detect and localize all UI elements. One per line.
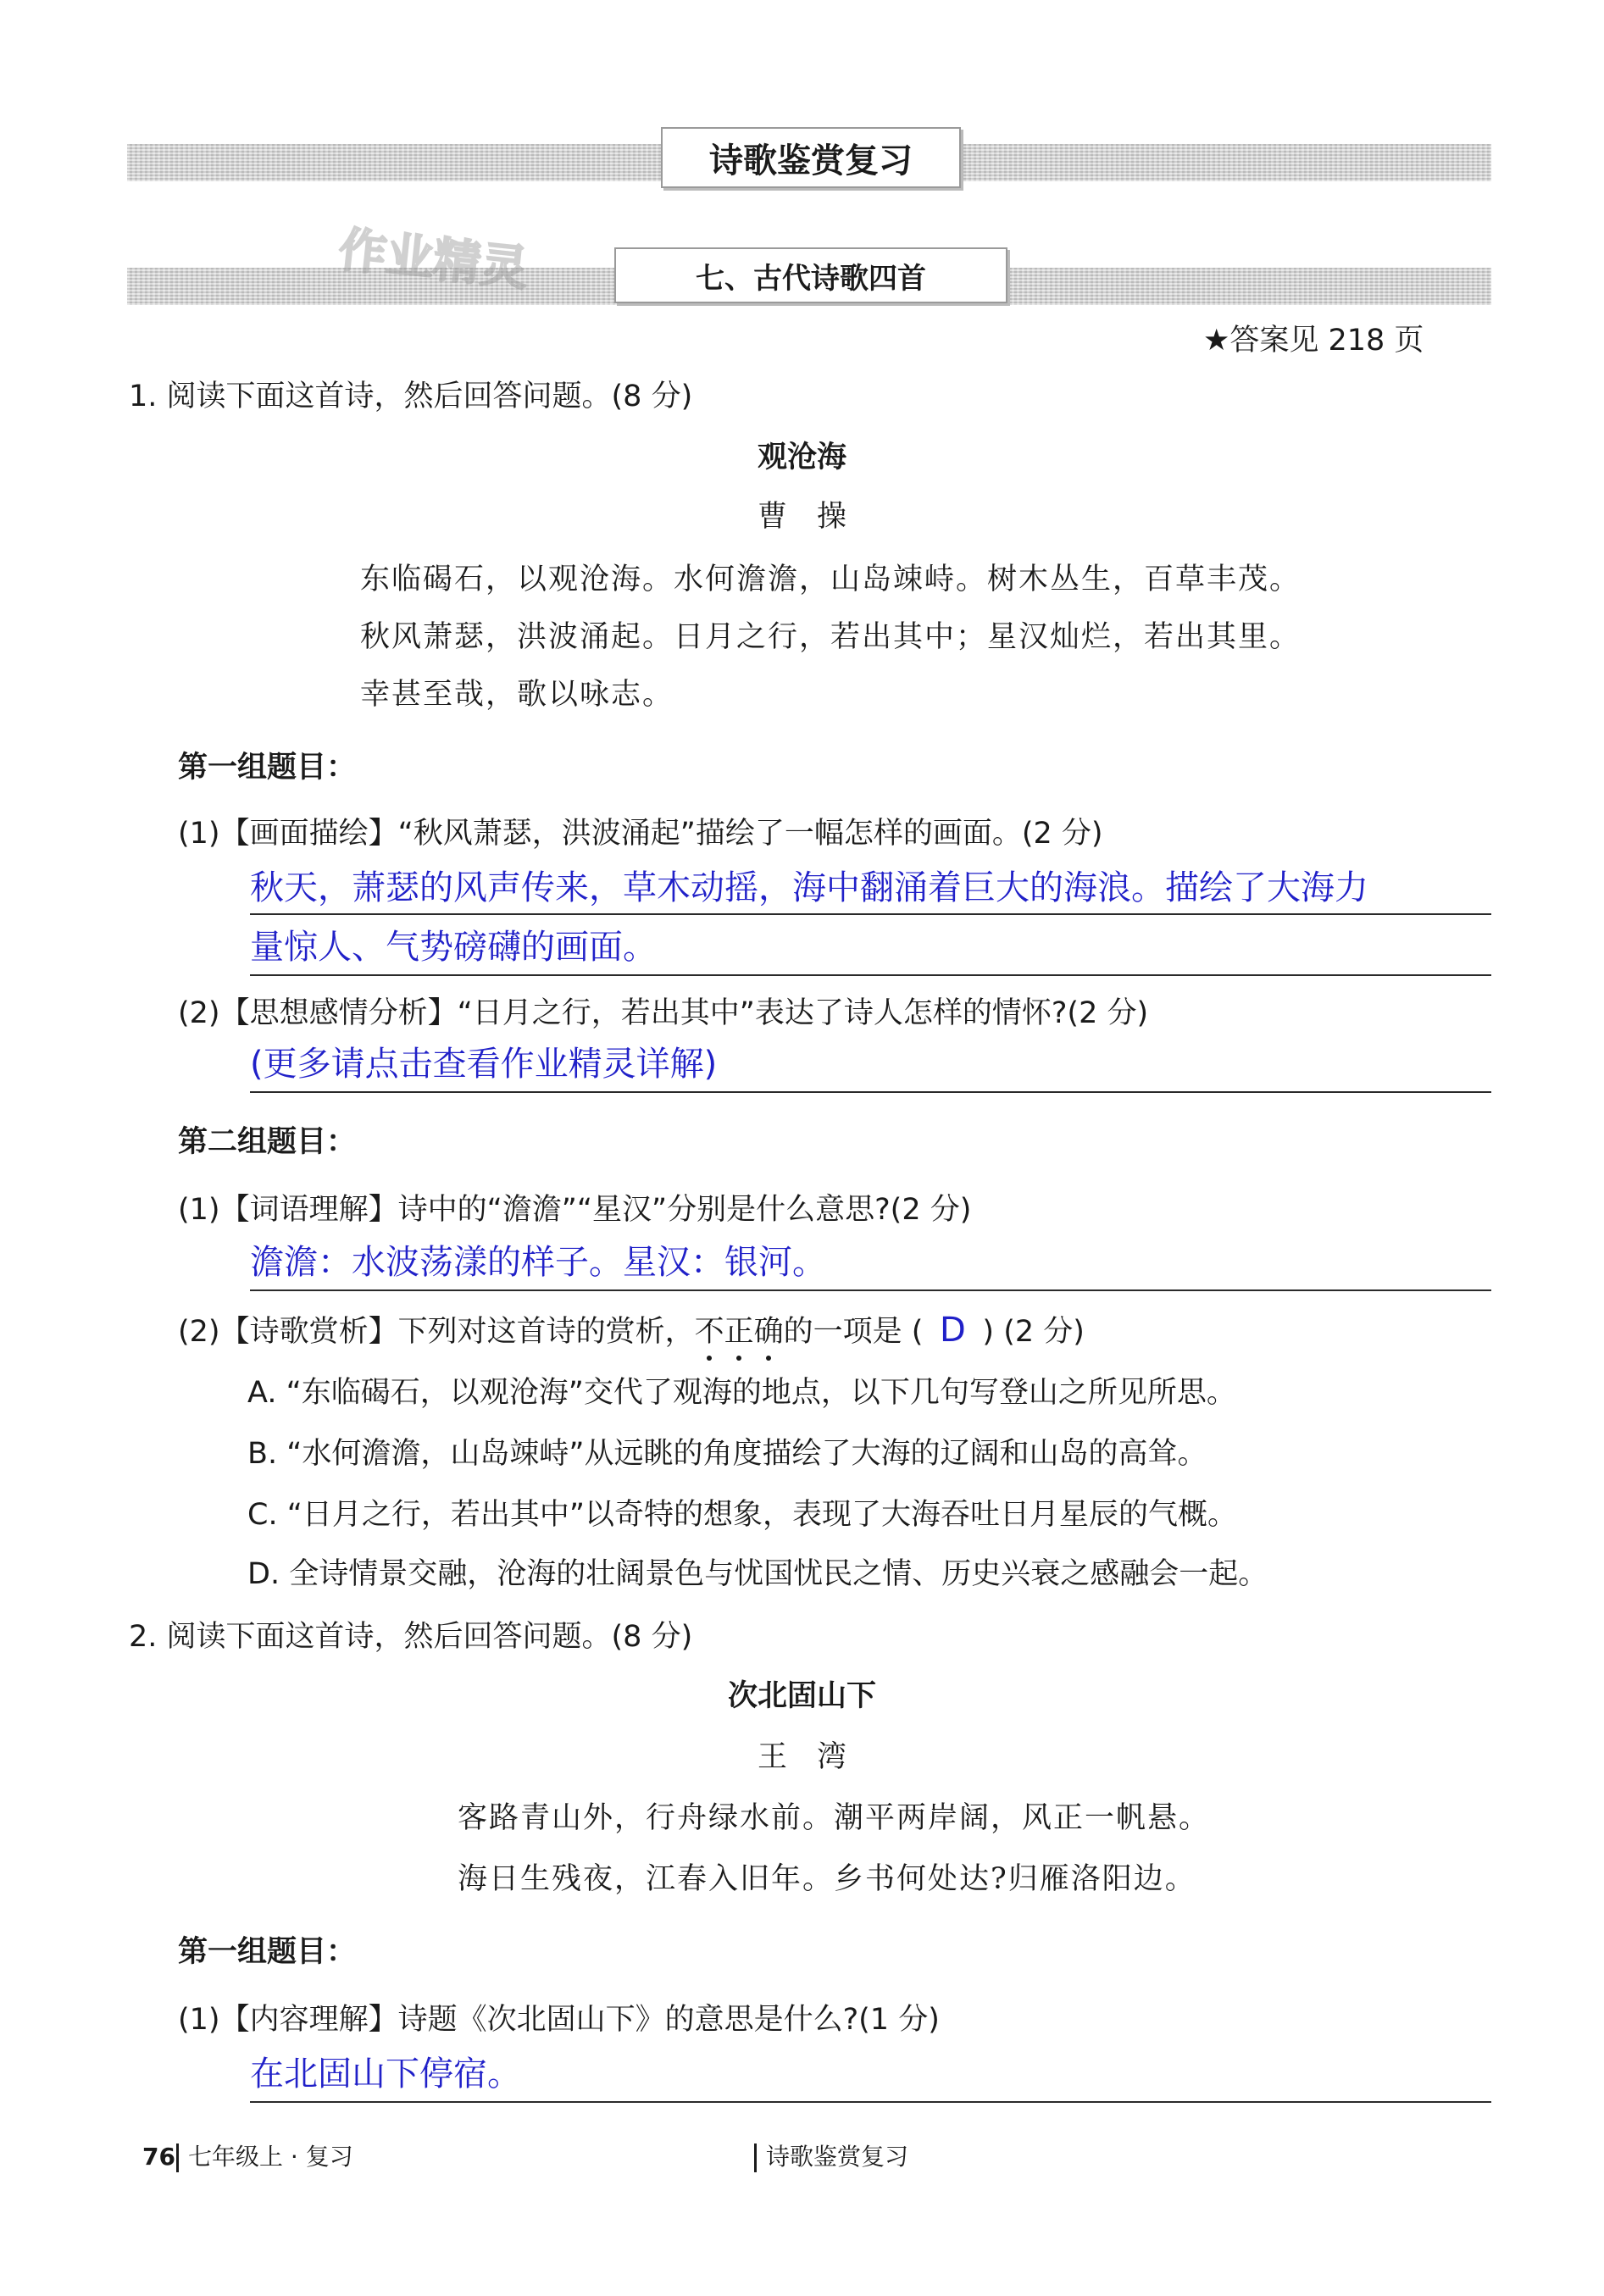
q2-poem-title: 次北固山下 bbox=[727, 1679, 876, 1713]
q2-g1-sub1-answer: 在北固山下停宿。 bbox=[250, 2055, 521, 2094]
q1-g1-sub1-answer-line: 秋天，萧瑟的风声传来，草木动摇，海中翻涌着巨大的海浪。描绘了大海力 bbox=[250, 868, 1368, 907]
emphasis-char: 不 bbox=[695, 1312, 724, 1352]
lesson-title-box bbox=[614, 247, 1007, 303]
q1-g1-sub2-answer-link[interactable]: (更多请点击查看作业精灵详解) bbox=[250, 1045, 718, 1084]
q1-poem-line: 幸甚至哉，歌以咏志。 bbox=[360, 678, 674, 712]
answer-rule bbox=[250, 913, 1491, 915]
answer-rule bbox=[250, 974, 1491, 976]
lesson-title: 七、古代诗歌四首 bbox=[696, 261, 926, 296]
q2-g1-sub1-question: (1)【内容理解】诗题《次北固山下》的意思是什么?(1 分) bbox=[178, 2003, 940, 2037]
q1-g2-sub1-question: (1)【词语理解】诗中的“澹澹”“星汉”分别是什么意思?(2 分) bbox=[178, 1193, 972, 1227]
emphasis-char: 确 bbox=[754, 1312, 784, 1352]
q1-group2-label: 第二组题目： bbox=[178, 1125, 357, 1159]
q1-g2-sub2-question bbox=[178, 1310, 1085, 1352]
q1-poem-line: 东临碣石，以观沧海。水何澹澹，山岛竦峙。树木丛生，百草丰茂。 bbox=[360, 563, 1302, 596]
q1-g1-sub1-question: (1)【画面描绘】“秋风萧瑟，洪波涌起”描绘了一幅怎样的画面。(2 分) bbox=[178, 817, 1103, 851]
q1-g1-sub2-question: (2)【思想感情分析】“日月之行，若出其中”表达了诗人怎样的情怀?(2 分) bbox=[178, 996, 1149, 1030]
q1-option: D. 全诗情景交融，沧海的壮阔景色与忧国忧民之情、历史兴衰之感融会一起。 bbox=[247, 1557, 1268, 1591]
q1-option: A. “东临碣石，以观沧海”交代了观海的地点，以下几句写登山之所见所思。 bbox=[247, 1376, 1236, 1410]
watermark: 作业精灵 bbox=[336, 222, 531, 297]
question-text: (2)【诗歌赏析】下列对这首诗的赏析， bbox=[178, 1315, 695, 1349]
choice-answer: D bbox=[940, 1311, 966, 1350]
footer-grade: 七年级上 · 复习 bbox=[188, 2143, 353, 2171]
unit-title-box bbox=[661, 127, 961, 188]
q1-poem-line: 秋风萧瑟，洪波涌起。日月之行，若出其中；星汉灿烂，若出其里。 bbox=[360, 620, 1302, 654]
page-number: 76 bbox=[142, 2143, 175, 2171]
question-text: 的一项是 ( bbox=[783, 1315, 924, 1349]
answer-reference: ★答案见 218 页 bbox=[1203, 324, 1424, 358]
q1-poem-title: 观沧海 bbox=[757, 441, 846, 474]
footer-divider bbox=[176, 2143, 179, 2172]
q2-poem-line: 客路青山外，行舟绿水前。潮平两岸阔，风正一帆悬。 bbox=[458, 1801, 1211, 1835]
unit-title: 诗歌鉴赏复习 bbox=[709, 141, 913, 180]
footer-section: 诗歌鉴赏复习 bbox=[766, 2143, 909, 2171]
question-text: ) (2 分) bbox=[982, 1315, 1085, 1349]
q2-prompt: 2. 阅读下面这首诗，然后回答问题。(8 分) bbox=[129, 1620, 693, 1654]
q1-option: B. “水何澹澹，山岛竦峙”从远眺的角度描绘了大海的辽阔和山岛的高耸。 bbox=[247, 1437, 1207, 1471]
q1-option: C. “日月之行，若出其中”以奇特的想象，表现了大海吞吐日月星辰的气概。 bbox=[247, 1498, 1237, 1532]
q1-poem-author: 曹 操 bbox=[757, 500, 846, 534]
answer-rule bbox=[250, 1289, 1491, 1291]
q1-group1-label: 第一组题目： bbox=[178, 751, 357, 785]
emphasis-char: 正 bbox=[724, 1312, 754, 1352]
footer-divider bbox=[754, 2143, 757, 2172]
q1-prompt: 1. 阅读下面这首诗，然后回答问题。(8 分) bbox=[129, 380, 693, 413]
q2-poem-author: 王 湾 bbox=[757, 1740, 846, 1774]
answer-rule bbox=[250, 1091, 1491, 1093]
q1-g2-sub1-answer: 澹澹：水波荡漾的样子。星汉：银河。 bbox=[250, 1243, 826, 1282]
q2-poem-line: 海日生残夜，江春入旧年。乡书何处达?归雁洛阳边。 bbox=[458, 1862, 1196, 1896]
q1-g1-sub1-answer-line: 量惊人、气势磅礴的画面。 bbox=[250, 928, 657, 967]
q2-group1-label: 第一组题目： bbox=[178, 1935, 357, 1969]
answer-rule bbox=[250, 2101, 1491, 2103]
